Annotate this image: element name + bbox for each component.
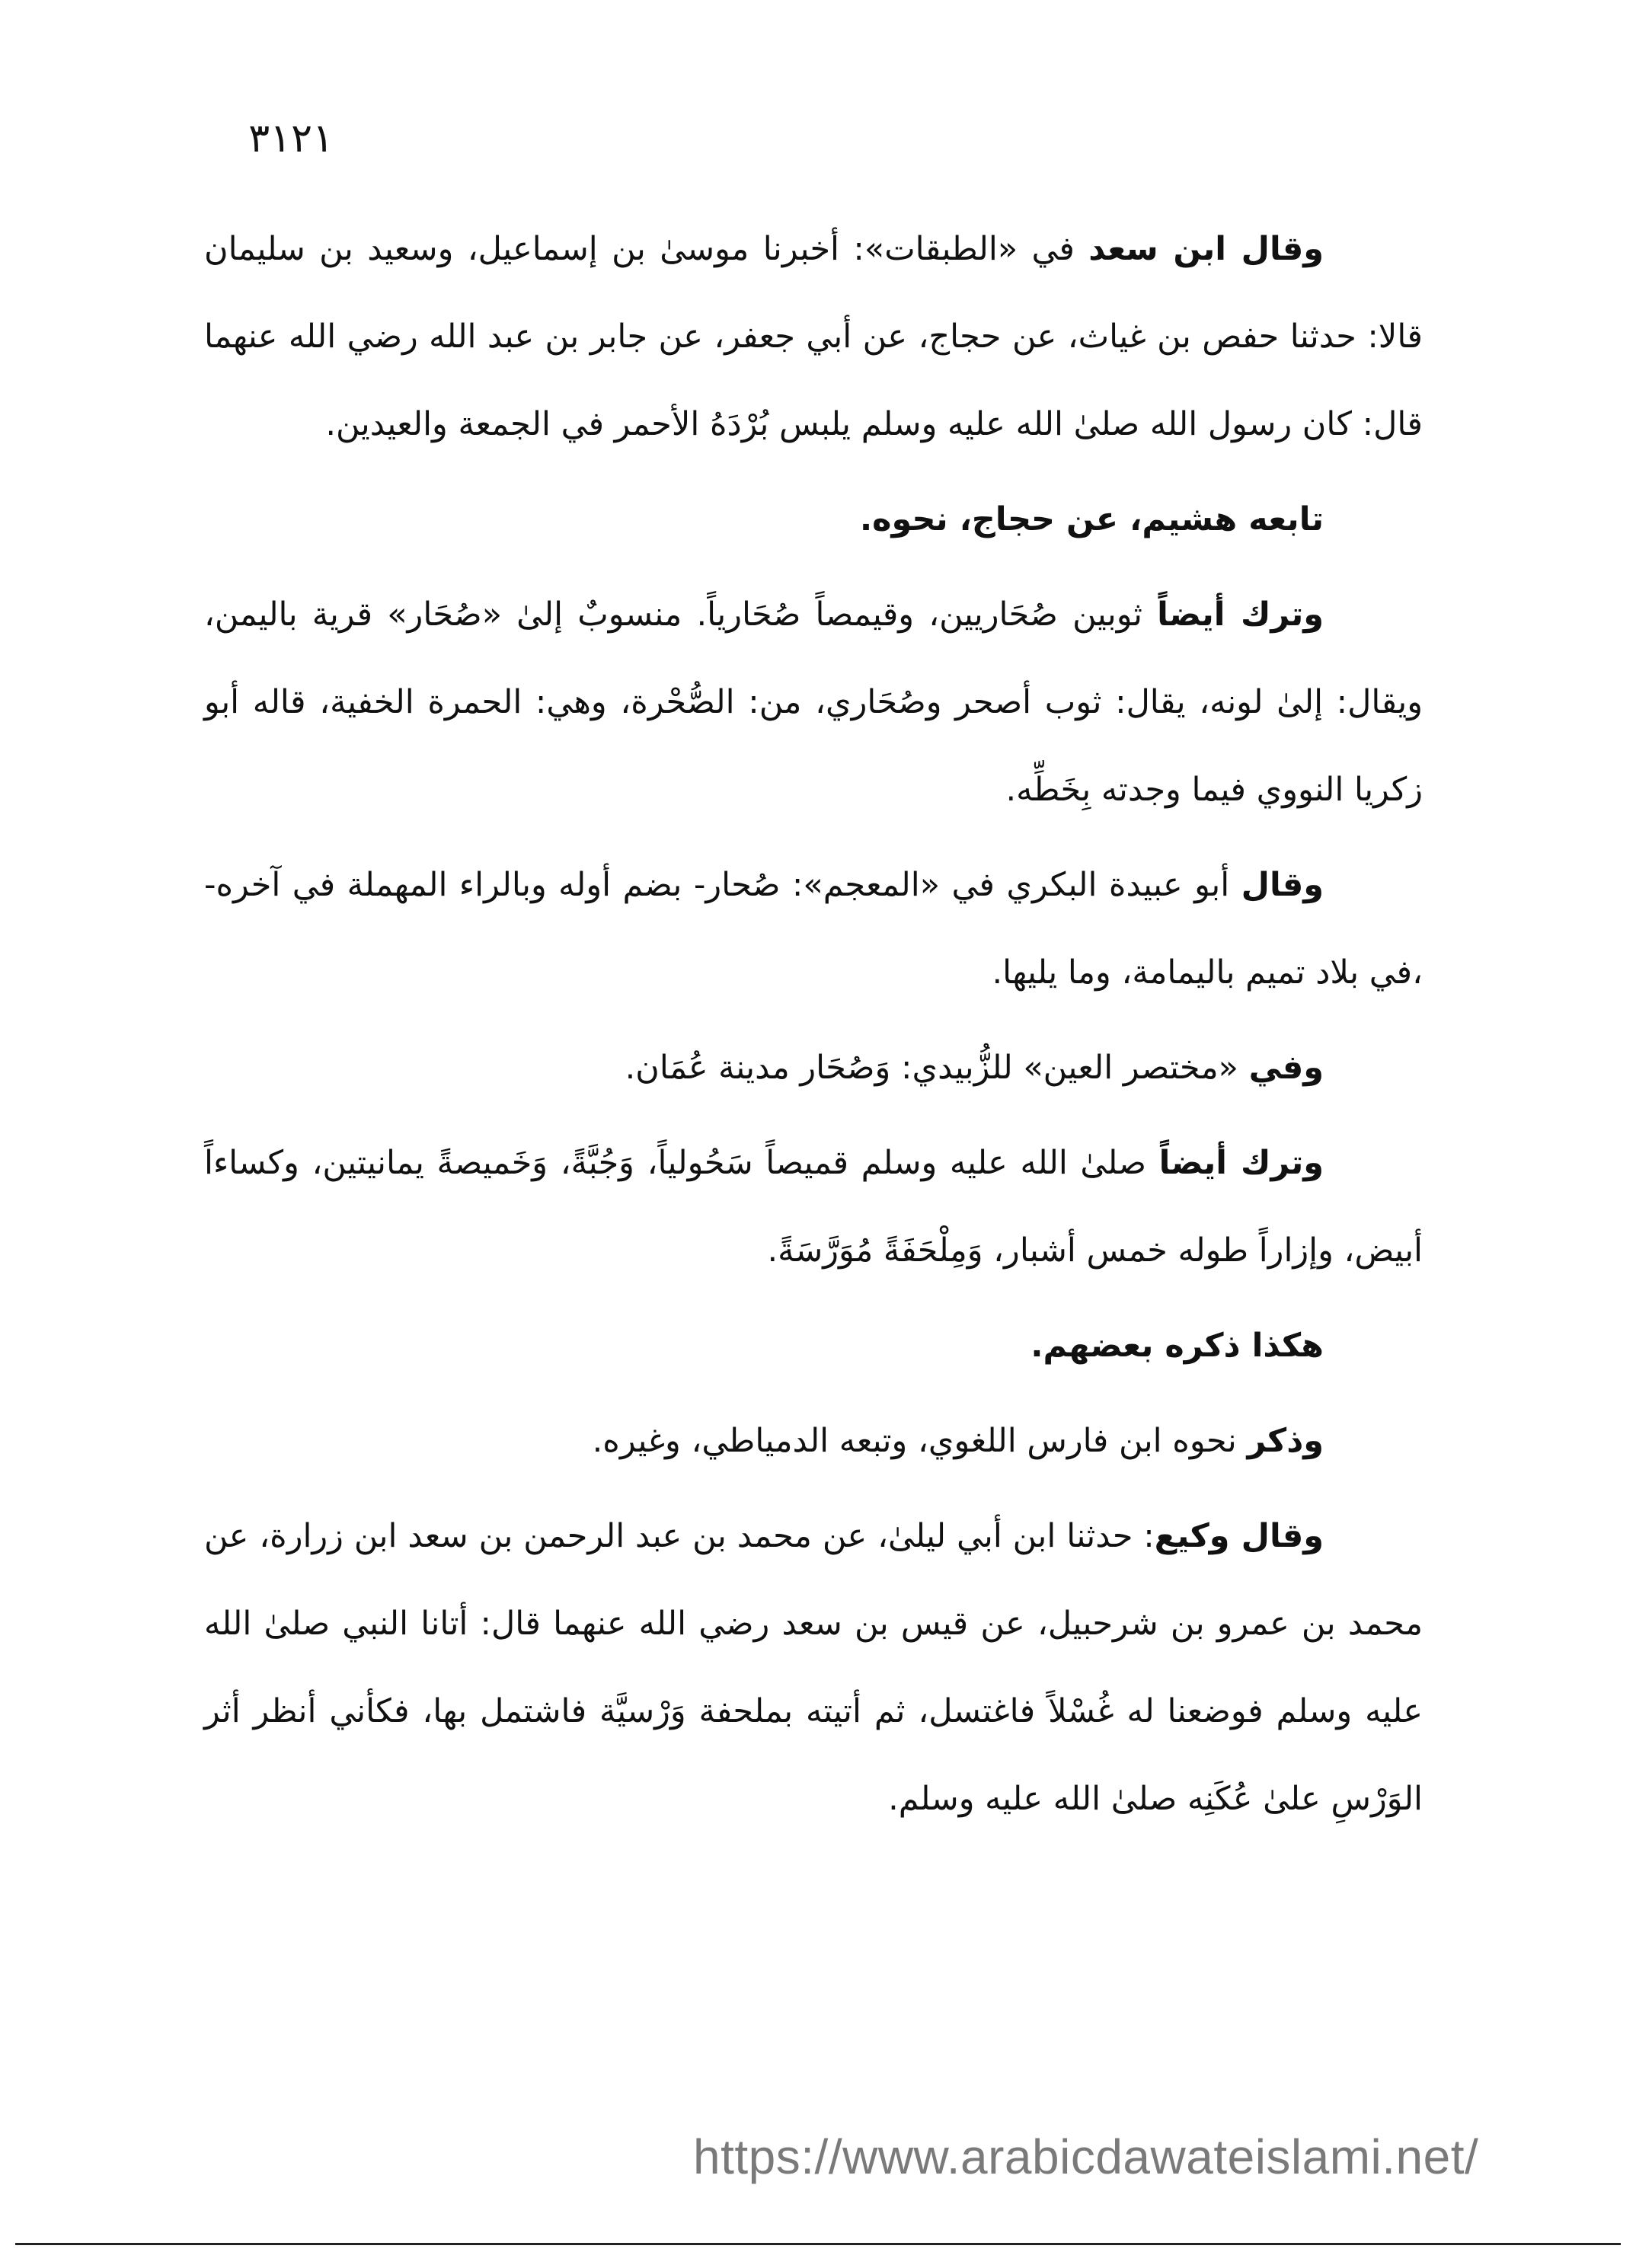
paragraph-text: : حدثنا ابن أبي ليلىٰ، عن محمد بن عبد الرحمن بن سعد ابن زرارة، عن محمد بن عمرو بن شرحبيل، عن قيس بن سعد رضي الله عنهما قال: أتانا النبي صلىٰ الله عليه وسلم فوضعنا له غُسْلاً فاغتسل، ثم أتيته بملحفة وَرْسيَّة فاشتمل بها، فكأني أنظر أثر الوَرْسِ علىٰ عُكَنِه صلىٰ الله عليه وسلم. [204,1517,1423,1818]
paragraph-2 [204,476,1423,564]
paragraph-lead: وذكر [1247,1422,1324,1460]
bottom-rule [15,2243,1621,2245]
paragraph-text: ثوبين صُحَاريين، وقيمصاً صُحَارياً. منسوبٌ إلىٰ «صُحَار» قرية باليمن، ويقال: إلىٰ لونه، يقال: ثوب أصحر وصُحَاري، من: الصُّحْرة، وهي: الحمرة الخفية، قاله أبو زكريا النووي فيما وجدته بِخَطِّه. [204,596,1423,809]
paragraph-text: في «الطبقات»: أخبرنا موسىٰ بن إسماعيل، وسعيد بن سليمان قالا: حدثنا حفص بن غياث، عن حجاج، عن أبي جعفر، عن جابر بن عبد الله رضي الله عنهما قال: كان رسول الله صلىٰ الله عليه وسلم يلبس بُرْدَهُ الأحمر في الجمعة والعيدين. [204,230,1423,443]
footer-url: https://www.arabicdawateislami.net/ [693,2129,1479,2184]
paragraph-lead: وترك أيضاً [1157,596,1324,634]
paragraph-4 [204,842,1423,1017]
body-text [204,206,1423,1851]
paragraph-lead: وقال وكيع [1154,1517,1324,1555]
paragraph-lead: تابعه هشيم، عن حجاج، نحوه. [859,500,1324,538]
paragraph-lead: وترك أيضاً [1158,1144,1324,1182]
paragraph-lead: وقال ابن سعد [1088,230,1324,268]
paragraph-lead: وفي [1248,1049,1324,1087]
paragraph-9 [204,1493,1423,1843]
paragraph-8 [204,1398,1423,1485]
paragraph-lead: هكذا ذكره بعضهم. [1030,1327,1324,1365]
paragraph-text: أبو عبيدة البكري في «المعجم»: صُحار- بضم أوله وبالراء المهملة في آخره- ،في بلاد تميم باليمامة، وما يليها. [204,866,1423,992]
paragraph-text: «مختصر العين» للزُّبيدي: وَصُحَار مدينة عُمَان. [625,1049,1249,1087]
paragraph-5 [204,1024,1423,1112]
paragraph-text: صلىٰ الله عليه وسلم قميصاً سَحُولياً، وَجُبَّةً، وَخَميصةً يمانيتين، وكساءاً أبيض، وإزاراً طوله خمس أشبار، وَمِلْحَفَةً مُوَرَّسَةً. [204,1144,1423,1270]
paragraph-6 [204,1120,1423,1295]
paragraph-lead: وقال [1241,866,1324,904]
page-number: ٣١٢١ [248,116,334,161]
paragraph-3 [204,571,1423,834]
paragraph-7 [204,1302,1423,1390]
paragraph-text: نحوه ابن فارس اللغوي، وتبعه الدمياطي، وغيره. [592,1422,1248,1460]
paragraph-1 [204,206,1423,468]
